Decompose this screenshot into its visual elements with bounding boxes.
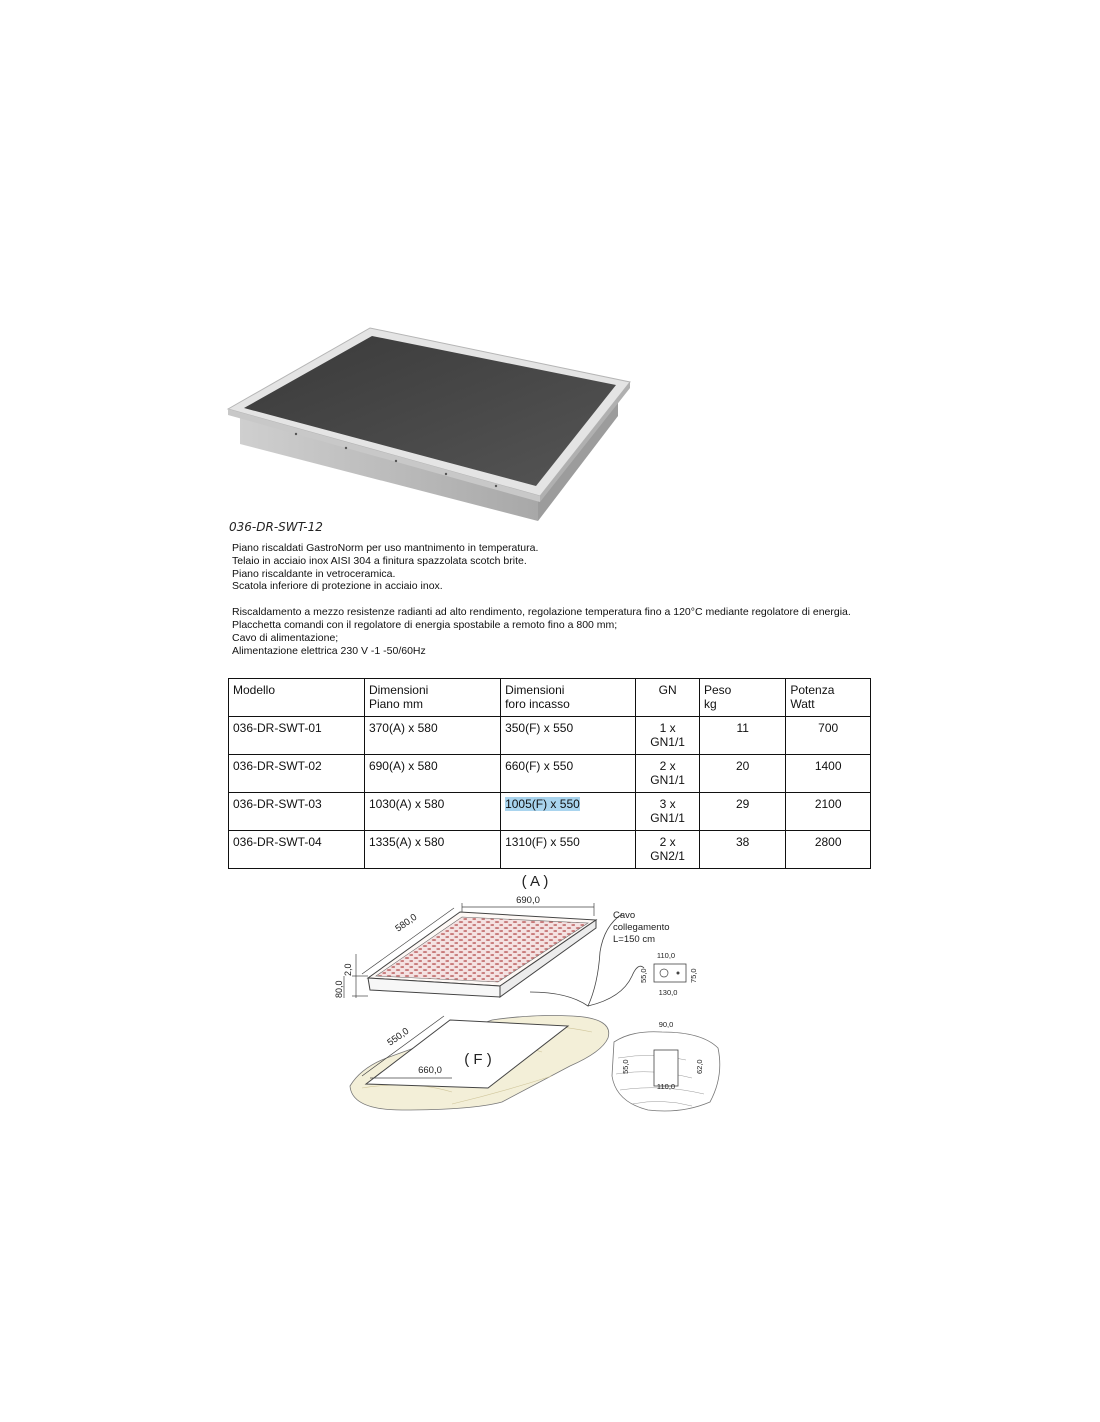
header-dimensioni-piano: Dimensioni Piano mm (364, 679, 500, 717)
cell-potenza: 2100 (786, 793, 871, 831)
cell-gn: 2 x GN1/1 (636, 755, 700, 793)
cell-peso: 29 (699, 793, 785, 831)
box-height-left: 55,0 (639, 968, 648, 983)
cell-potenza: 1400 (786, 755, 871, 793)
dim-depth-top: 580,0 (393, 911, 420, 935)
cable-label-1: Cavo (613, 910, 636, 921)
control-box (654, 964, 686, 982)
description-line: Scatola inferiore di protezione in acciaio inox. (232, 580, 443, 593)
paragraph-gap (232, 593, 892, 606)
table-row (229, 755, 871, 793)
label-a: ( A ) (521, 873, 549, 890)
cell-potenza: 2800 (786, 831, 871, 869)
description-line: Cavo di alimentazione; (232, 631, 339, 644)
dim-cut-width: 660,0 (418, 1065, 442, 1076)
cell-piano: 370(A) x 580 (364, 717, 500, 755)
description-line: Riscaldamento a mezzo resistenze radianti ad alto rendimento, regolazione temperatura fino a 120°C mediante regolatore di energia. (232, 606, 851, 619)
description-line: Placchetta comandi con il regolatore di energia spostabile a remoto fino a 800 mm; (232, 618, 618, 631)
cable-label-3: L=150 cm (613, 934, 655, 945)
detail-dim-right: 62,0 (695, 1059, 704, 1074)
header-gn: GN (636, 679, 700, 717)
description-line: Piano riscaldati GastroNorm per uso mantnimento in temperatura. (232, 542, 539, 554)
label-f: ( F ) (464, 1051, 492, 1068)
product-photo (226, 326, 636, 522)
cell-model: 036-DR-SWT-04 (229, 831, 365, 869)
description-line: Piano riscaldante in vetroceramica. (232, 567, 396, 580)
box-height-right: 75,0 (689, 968, 698, 983)
dim-width-top: 690,0 (516, 895, 540, 906)
header-dimensioni-foro: Dimensioni foro incasso (501, 679, 636, 717)
spec-table (228, 678, 871, 869)
table-row (229, 831, 871, 869)
cable-label-2: collegamento (613, 922, 670, 933)
table-header-row (229, 679, 871, 717)
cell-gn: 3 x GN1/1 (636, 793, 700, 831)
technical-drawing (332, 866, 732, 1116)
detail-dim-top: 90,0 (658, 1020, 674, 1029)
header-potenza: Potenza Watt (786, 679, 871, 717)
dim-cut-depth: 550,0 (385, 1025, 412, 1049)
cell-piano: 690(A) x 580 (364, 755, 500, 793)
cell-model: 036-DR-SWT-03 (229, 793, 365, 831)
description-line: Telaio in acciaio inox AISI 304 a finitura spazzolata scotch brite. (232, 554, 527, 567)
cell-model: 036-DR-SWT-01 (229, 717, 365, 755)
cell-peso: 11 (699, 717, 785, 755)
product-description (232, 542, 892, 657)
selected-text-highlight[interactable]: 1005(F) x 550 (505, 797, 580, 811)
box-width-top: 110,0 (656, 951, 676, 960)
dim-height: 80,0 (334, 980, 344, 998)
table-row (229, 717, 871, 755)
cell-foro: 350(F) x 550 (501, 717, 636, 755)
detail-dim-left: 55,0 (621, 1059, 630, 1074)
cell-peso: 38 (699, 831, 785, 869)
product-code: 036-DR-SWT-12 (229, 520, 323, 534)
cell-foro: 1310(F) x 550 (501, 831, 636, 869)
cell-piano: 1030(A) x 580 (364, 793, 500, 831)
cell-foro (501, 793, 636, 831)
cable-to-box (588, 966, 644, 1006)
table-row (229, 793, 871, 831)
header-modello: Modello (229, 679, 365, 717)
cell-peso: 20 (699, 755, 785, 793)
cell-foro: 660(F) x 550 (501, 755, 636, 793)
detail-dim-bottom: 110,0 (656, 1082, 676, 1091)
cell-potenza: 700 (786, 717, 871, 755)
description-line: Alimentazione elettrica 230 V -1 -50/60Hz (232, 644, 426, 657)
cell-model: 036-DR-SWT-02 (229, 755, 365, 793)
cell-piano: 1335(A) x 580 (364, 831, 500, 869)
dim-glass: 2,0 (343, 963, 353, 976)
cell-gn: 2 x GN2/1 (636, 831, 700, 869)
header-peso: Peso kg (699, 679, 785, 717)
box-width-bottom: 130,0 (658, 988, 678, 997)
cell-gn: 1 x GN1/1 (636, 717, 700, 755)
